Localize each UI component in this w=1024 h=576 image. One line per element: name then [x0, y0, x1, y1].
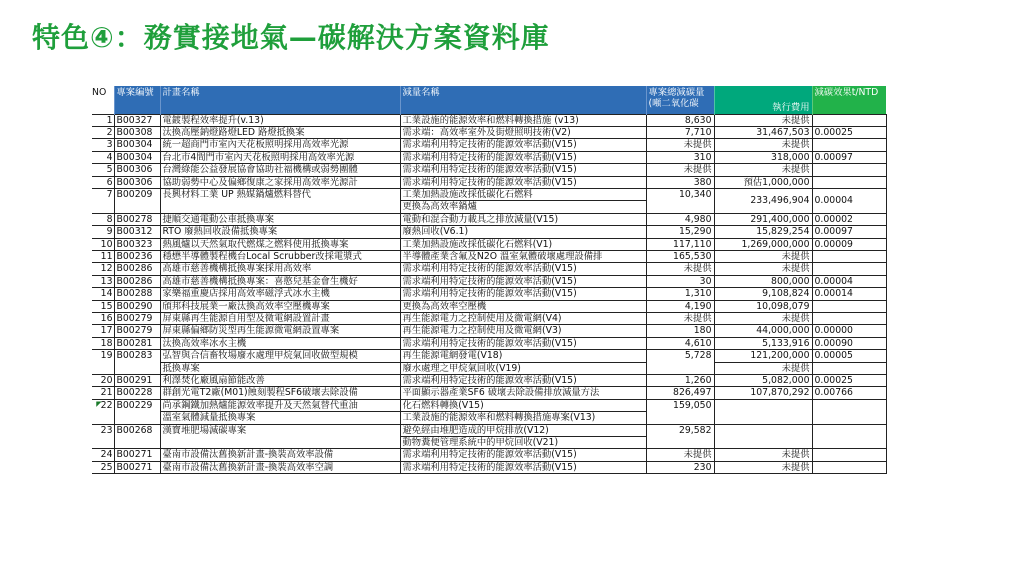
project-name-cell-line2: 溫室氣體減量抵換專案 [160, 412, 400, 424]
header-project-id: 專案編號 [114, 86, 160, 114]
table-row [92, 275, 886, 287]
total-reduction-cell: 10,340 [646, 188, 714, 213]
cost-cell: 44,000,000 [714, 325, 812, 337]
cost-cell: 233,496,904 [714, 188, 812, 213]
cost-cell: 107,870,292 [714, 387, 812, 399]
row-number: 3 [92, 139, 114, 151]
table-row [92, 325, 886, 337]
reduction-method-cell-line2: 廢水處理之甲烷氣回收(V19) [400, 362, 646, 374]
reduction-method-cell: 需求端利用特定技術的能源效率活動(V15) [400, 263, 646, 275]
table-row [92, 139, 886, 151]
table-row [92, 375, 886, 387]
total-reduction-cell: 165,530 [646, 250, 714, 262]
row-number-text: 22 [100, 399, 113, 411]
efficiency-cell [812, 461, 886, 473]
table-row [92, 424, 886, 436]
cost-cell: 1,269,000,000 [714, 238, 812, 250]
reduction-method-cell: 工業設施的能源效率和燃料轉換措施 (v13) [400, 114, 646, 126]
header-project-name: 計畫名稱 [160, 86, 400, 114]
cost-cell: 5,082,000 [714, 375, 812, 387]
project-id-cell: B00279 [114, 313, 160, 325]
efficiency-cell: 0.00004 [812, 188, 886, 213]
efficiency-cell: 0.00000 [812, 325, 886, 337]
efficiency-cell: 0.00097 [812, 151, 886, 163]
cost-cell: 未提供 [714, 164, 812, 176]
row-number [92, 399, 114, 424]
project-id-cell: B00278 [114, 213, 160, 225]
project-id-cell: B00306 [114, 164, 160, 176]
table-row [92, 300, 886, 312]
total-reduction-cell: 826,497 [646, 387, 714, 399]
table-row [92, 288, 886, 300]
efficiency-cell [812, 164, 886, 176]
row-number: 21 [92, 387, 114, 399]
total-reduction-cell: 4,190 [646, 300, 714, 312]
reduction-method-cell: 需求端利用特定技術的能源效率活動(V15) [400, 164, 646, 176]
project-id-cell: B00306 [114, 176, 160, 188]
table-row [92, 151, 886, 163]
project-id-cell: B00228 [114, 387, 160, 399]
project-id-cell: B00323 [114, 238, 160, 250]
row-number: 5 [92, 164, 114, 176]
project-name-cell: 統一超商門市室內天花板照明採用高效率光源 [160, 139, 400, 151]
efficiency-cell-line2 [812, 362, 886, 374]
total-reduction-cell: 未提供 [646, 449, 714, 461]
efficiency-cell [812, 139, 886, 151]
table-row [92, 238, 886, 250]
project-id-cell: B00271 [114, 461, 160, 473]
reduction-method-cell: 更換為高效率空壓機 [400, 300, 646, 312]
project-id-cell: B00229 [114, 399, 160, 424]
project-name-cell: 高雄市慈善機構抵換專案採用高效率 [160, 263, 400, 275]
cost-cell: 5,133,916 [714, 337, 812, 349]
reduction-method-cell: 再生能源電力之控制使用及微電網(V4) [400, 313, 646, 325]
cost-cell: 未提供 [714, 139, 812, 151]
cost-cell: 未提供 [714, 114, 812, 126]
reduction-method-cell-line2: 動物糞便管理系統中的甲烷回收(V21) [400, 437, 646, 449]
table-row [92, 263, 886, 275]
reduction-method-cell: 需求端利用特定技術的能源效率活動(V15) [400, 337, 646, 349]
reduction-method-cell: 再生能源電網發電(V18) [400, 350, 646, 362]
row-number: 2 [92, 126, 114, 138]
total-reduction-cell: 未提供 [646, 263, 714, 275]
row-number: 9 [92, 226, 114, 238]
project-table-container [92, 86, 886, 474]
project-name-cell: 台灣綠能公益發展協會協助社福機構或弱勢團體 [160, 164, 400, 176]
cell-comment-marker-icon: ◤ [96, 399, 102, 408]
cost-cell: 預估1,000,000 [714, 176, 812, 188]
cost-cell: 15,829,254 [714, 226, 812, 238]
efficiency-cell [812, 250, 886, 262]
table-row [92, 313, 886, 325]
reduction-method-cell: 避免經由堆肥造成的甲烷排放(V12) [400, 424, 646, 436]
table-row [92, 387, 886, 399]
row-number: 11 [92, 250, 114, 262]
header-cost: 執行費用 [714, 86, 812, 114]
row-number: 17 [92, 325, 114, 337]
table-row-continuation [92, 362, 886, 374]
project-id-cell: B00283 [114, 350, 160, 375]
efficiency-cell [812, 176, 886, 188]
efficiency-cell: 0.00002 [812, 213, 886, 225]
reduction-method-cell: 需求端利用特定技術的能源效率活動(V15) [400, 288, 646, 300]
row-number: 13 [92, 275, 114, 287]
efficiency-cell: 0.00009 [812, 238, 886, 250]
row-number: 12 [92, 263, 114, 275]
project-id-cell: B00288 [114, 288, 160, 300]
total-reduction-cell: 7,710 [646, 126, 714, 138]
cost-cell: 318,000 [714, 151, 812, 163]
project-name-cell: 家樂福重慶店採用高效率磁浮式冰水主機 [160, 288, 400, 300]
project-id-cell: B00236 [114, 250, 160, 262]
cost-cell: 800,000 [714, 275, 812, 287]
project-name-cell: 臺南市設備汰舊換新計畫-換裝高效率設備 [160, 449, 400, 461]
efficiency-cell: 0.00025 [812, 375, 886, 387]
project-name-cell: RTO 廢熱回收設備抵換專案 [160, 226, 400, 238]
table-row [92, 337, 886, 349]
efficiency-cell [812, 114, 886, 126]
efficiency-cell: 0.00005 [812, 350, 886, 362]
table-row [92, 449, 886, 461]
project-id-cell: B00286 [114, 263, 160, 275]
efficiency-cell: 0.00090 [812, 337, 886, 349]
row-number: 4 [92, 151, 114, 163]
project-name-cell: 臺南市設備汰舊換新計畫-換裝高效率空調 [160, 461, 400, 473]
row-number: 23 [92, 424, 114, 449]
total-reduction-cell: 380 [646, 176, 714, 188]
total-reduction-cell: 230 [646, 461, 714, 473]
carbon-project-table [92, 86, 887, 474]
project-name-cell: 尚承鋼鐵加熱爐能源效率提升及天然氣替代重油 [160, 399, 400, 411]
total-reduction-cell: 4,610 [646, 337, 714, 349]
row-number: 15 [92, 300, 114, 312]
row-number: 19 [92, 350, 114, 375]
row-number: 1 [92, 114, 114, 126]
project-id-cell: B00312 [114, 226, 160, 238]
reduction-method-cell: 再生能源電力之控制使用及微電網(V3) [400, 325, 646, 337]
efficiency-cell: 0.00025 [812, 126, 886, 138]
project-name-cell: 長興材料工業 UP 熱媒鍋爐燃料替代 [160, 188, 400, 213]
reduction-method-cell: 平面顯示器產業SF6 破壞去除設備排放減量方法 [400, 387, 646, 399]
project-name-cell: 利澤焚化廠風扇節能改善 [160, 375, 400, 387]
cost-cell-line2: 未提供 [714, 362, 812, 374]
row-number: 20 [92, 375, 114, 387]
project-name-cell: 屏東縣偏鄉防災型再生能源微電網設置專案 [160, 325, 400, 337]
cost-cell [714, 399, 812, 424]
cost-cell: 未提供 [714, 313, 812, 325]
total-reduction-cell: 未提供 [646, 164, 714, 176]
project-name-cell: 弘智與合信畜牧場廢水處理甲烷氣回收做型規模 [160, 350, 400, 362]
table-row [92, 250, 886, 262]
cost-cell: 未提供 [714, 250, 812, 262]
row-number: 24 [92, 449, 114, 461]
reduction-method-cell: 需求端利用特定技術的能源效率活動(V15) [400, 139, 646, 151]
table-row [92, 114, 886, 126]
reduction-method-cell: 半導體產業含氟及N2O 溫室氣體破壞處理設備排 [400, 250, 646, 262]
cost-cell: 未提供 [714, 449, 812, 461]
reduction-method-cell: 需求端利用特定技術的能源效率活動(V15) [400, 449, 646, 461]
total-reduction-cell: 180 [646, 325, 714, 337]
page-title: 特色④：務實接地氣—碳解決方案資料庫 [32, 21, 550, 54]
row-number: 8 [92, 213, 114, 225]
total-reduction-cell: 310 [646, 151, 714, 163]
total-reduction-cell: 未提供 [646, 139, 714, 151]
table-row [92, 226, 886, 238]
total-reduction-cell: 未提供 [646, 313, 714, 325]
project-name-cell: 汰換高效率冰水主機 [160, 337, 400, 349]
row-number: 18 [92, 337, 114, 349]
efficiency-cell [812, 300, 886, 312]
efficiency-cell [812, 399, 886, 424]
row-number: 16 [92, 313, 114, 325]
project-id-cell: B00268 [114, 424, 160, 449]
table-row [92, 461, 886, 473]
table-row [92, 188, 886, 200]
reduction-method-cell: 需求端利用特定技術的能源效率活動(V15) [400, 176, 646, 188]
project-name-cell: 汰換高壓鈉燈路燈LED 路燈抵換案 [160, 126, 400, 138]
table-row [92, 126, 886, 138]
cost-cell [714, 424, 812, 449]
row-number: 14 [92, 288, 114, 300]
efficiency-cell: 0.00004 [812, 275, 886, 287]
project-id-cell: B00271 [114, 449, 160, 461]
table-row [92, 350, 886, 362]
project-name-cell: 台北市4間門市室內天花板照明採用高效率光源 [160, 151, 400, 163]
total-reduction-cell: 117,110 [646, 238, 714, 250]
reduction-method-cell: 廢熱回收(V6.1) [400, 226, 646, 238]
efficiency-cell [812, 424, 886, 449]
table-row [92, 213, 886, 225]
cost-cell: 9,108,824 [714, 288, 812, 300]
project-id-cell: B00291 [114, 375, 160, 387]
project-name-cell: 熱風爐以天然氣取代燃煤之燃料使用抵換專案 [160, 238, 400, 250]
project-id-cell: B00304 [114, 151, 160, 163]
project-name-cell: 電鍍製程效率提升(v.13) [160, 114, 400, 126]
row-number: 25 [92, 461, 114, 473]
cost-cell: 未提供 [714, 461, 812, 473]
reduction-method-cell: 需求端利用特定技術的能源效率活動(V15) [400, 375, 646, 387]
reduction-method-cell: 需求端利用特定技術的能源效率活動(V15) [400, 151, 646, 163]
total-reduction-cell: 1,310 [646, 288, 714, 300]
reduction-method-cell: 需求端利用特定技術的能源效率活動(V15) [400, 275, 646, 287]
project-name-cell: 頎邦科技展業一廠汰換高效率空壓機專案 [160, 300, 400, 312]
cost-cell: 未提供 [714, 263, 812, 275]
project-name-cell: 穩懋半導體製程機台Local Scrubber改採電漿式 [160, 250, 400, 262]
row-number: 6 [92, 176, 114, 188]
project-id-cell: B00209 [114, 188, 160, 213]
table-header-row [92, 86, 886, 114]
efficiency-cell [812, 313, 886, 325]
total-reduction-cell: 1,260 [646, 375, 714, 387]
cost-cell: 10,098,079 [714, 300, 812, 312]
header-efficiency: 減碳效果t/NTD [812, 86, 886, 114]
total-reduction-cell: 5,728 [646, 350, 714, 375]
project-name-cell-line2: 抵換專案 [160, 362, 400, 374]
project-name-cell: 捷順交通電動公車抵換專案 [160, 213, 400, 225]
header-total-reduction: 專案總減碳量(噸二氧化碳 [646, 86, 714, 114]
efficiency-cell: 0.00766 [812, 387, 886, 399]
reduction-method-cell-line2: 更換為高效率鍋爐 [400, 201, 646, 213]
reduction-method-cell: 工業加熱設施改採低碳化石燃料 [400, 188, 646, 200]
header-reduction-method: 減量名稱 [400, 86, 646, 114]
project-id-cell: B00290 [114, 300, 160, 312]
efficiency-cell: 0.00014 [812, 288, 886, 300]
project-id-cell: B00279 [114, 325, 160, 337]
project-id-cell: B00308 [114, 126, 160, 138]
row-number: 7 [92, 188, 114, 213]
total-reduction-cell: 15,290 [646, 226, 714, 238]
reduction-method-cell-line2: 工業設施的能源效率和燃料轉換措施專案(V13) [400, 412, 646, 424]
project-name-cell: 群創光電T2廠(M01)蝕刻製程SF6破壞去除設備 [160, 387, 400, 399]
reduction-method-cell: 需求端：高效率室外及街燈照明技術(V2) [400, 126, 646, 138]
project-id-cell: B00286 [114, 275, 160, 287]
reduction-method-cell: 工業加熱設施改採低碳化石燃料(V1) [400, 238, 646, 250]
total-reduction-cell: 4,980 [646, 213, 714, 225]
project-name-cell: 高雄市慈善機構抵換專案：喜憨兒基金會生機好 [160, 275, 400, 287]
cost-cell: 121,200,000 [714, 350, 812, 362]
efficiency-cell [812, 263, 886, 275]
efficiency-cell: 0.00097 [812, 226, 886, 238]
project-name-cell: 漢寶堆肥場減碳專案 [160, 424, 400, 449]
row-number: 10 [92, 238, 114, 250]
project-name-cell: 協助弱勢中心及偏鄉復康之家採用高效率光源計 [160, 176, 400, 188]
project-id-cell: B00327 [114, 114, 160, 126]
project-name-cell: 屏東縣再生能源自用型及微電網設置計畫 [160, 313, 400, 325]
total-reduction-cell: 159,050 [646, 399, 714, 424]
reduction-method-cell: 化石燃料轉換(V15) [400, 399, 646, 411]
project-id-cell: B00281 [114, 337, 160, 349]
table-body [92, 114, 886, 474]
table-row [92, 176, 886, 188]
total-reduction-cell: 8,630 [646, 114, 714, 126]
table-row [92, 399, 886, 411]
reduction-method-cell: 電動和混合動力載具之排放減量(V15) [400, 213, 646, 225]
header-no: NO [92, 86, 114, 114]
reduction-method-cell: 需求端利用特定技術的能源效率活動(V15) [400, 461, 646, 473]
total-reduction-cell: 30 [646, 275, 714, 287]
cost-cell: 291,400,000 [714, 213, 812, 225]
efficiency-cell [812, 449, 886, 461]
table-row [92, 164, 886, 176]
project-id-cell: B00304 [114, 139, 160, 151]
cost-cell: 31,467,503 [714, 126, 812, 138]
total-reduction-cell: 29,582 [646, 424, 714, 449]
